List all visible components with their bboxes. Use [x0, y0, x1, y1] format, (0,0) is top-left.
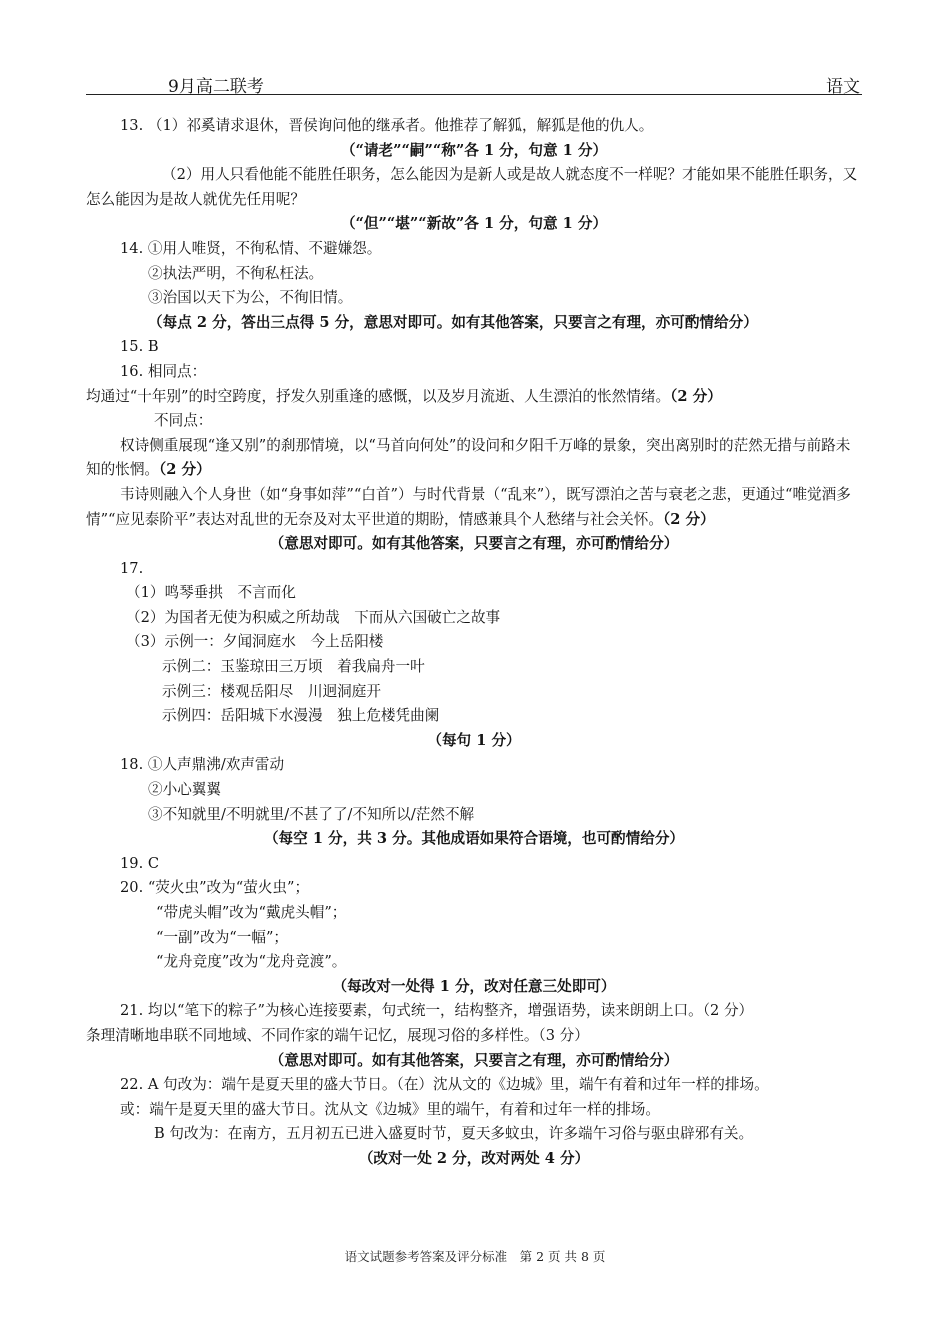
q17-line1: （1）鸣琴垂拱 不言而化 — [126, 584, 296, 602]
q18-item1: 18. ①人声鼎沸/欢声雷动 — [120, 756, 285, 774]
subject-label: 语文 — [826, 77, 860, 97]
q17-score: （每句 1 分） — [427, 731, 521, 749]
page-footer: 语文试题参考答案及评分标准 第 2 页 共 8 页 — [344, 1249, 606, 1264]
q14-item3: ③治国以天下为公，不徇旧情。 — [148, 289, 353, 307]
q21-score: （意思对即可。如有其他答案，只要言之有理，亦可酌情给分） — [269, 1051, 679, 1069]
q18-item3: ③不知就里/不明就里/不甚了了/不知所以/茫然不解 — [148, 805, 475, 823]
q16-same-score: （2 分） — [670, 387, 722, 405]
q14-item1: 14. ①用人唯贤，不徇私情、不避嫌怨。 — [120, 239, 382, 257]
q17-label: 17. — [120, 559, 144, 577]
q17-example4: 示例四：岳阳城下水漫漫 独上危楼凭曲阑 — [162, 707, 440, 725]
q16-diff1 — [86, 434, 862, 483]
q22-score: （改对一处 2 分，改对两处 4 分） — [358, 1149, 590, 1167]
q14-item2: ②执法严明，不徇私枉法。 — [148, 264, 324, 282]
q16-diff2 — [86, 483, 862, 532]
q16-diff2-score: （2 分） — [662, 510, 715, 528]
q21-line1: 21. 均以“笔下的粽子”为核心连接要素，句式统一，结构整齐，增强语势，读来朗朗上口。（2 分） — [120, 1002, 754, 1020]
q20-item3: “一副”改为“一幅”； — [156, 928, 288, 946]
q16-diff2-text: 韦诗则融入个人身世（如“身事如萍”“白首”）与时代背景（“乱来”），既写漂泊之苦与衰老之悲，更通过“唯觉酒多情”“应见泰阶平”表达对乱世的无奈及对太平世道的期盼，情感兼具个人愁绪与社会关怀。 — [86, 485, 851, 528]
q16-same-text: 均通过“十年别”的时空跨度，抒发久别重逢的感慨，以及岁月流逝、人生漂泊的怅然情绪。 — [86, 387, 671, 405]
q16-diff-label: 不同点： — [154, 412, 213, 430]
page-header — [86, 72, 862, 95]
q20-item2: “带虎头帽”改为“戴虎头帽”； — [156, 904, 347, 921]
q16-diff1-score: （2 分） — [158, 461, 211, 479]
q20-item1: 20. “荧火虫”改为“萤火虫”； — [120, 879, 310, 897]
q13-score2: （“但”“堪”“新故”各 1 分，句意 1 分） — [340, 215, 608, 233]
q16-same-label: 16. 相同点： — [120, 362, 207, 380]
q13-part2: （2）用人只看他能不能胜任职务，怎么能因为是新人或是故人就态度不一样呢？才能如果不能胜任职务，又怎么能因为是故人就优先任用呢？ — [86, 166, 858, 208]
q20-score: （每改对一处得 1 分，改对任意三处即可） — [332, 977, 616, 995]
q14-score: （每点 2 分，答出三点得 5 分，意思对即可。如有其他答案，只要言之有理，亦可酌情给分） — [148, 313, 758, 331]
q18-item2: ②小心翼翼 — [148, 781, 221, 799]
q18-score: （每空 1 分，共 3 分。其他成语如果符合语境，也可酌情给分） — [263, 830, 685, 848]
q22-line2: 或：端午是夏天里的盛大节日。沈从文《边城》里的端午，有着和过年一样的排场。 — [120, 1100, 660, 1118]
q17-example2: 示例二：玉鉴琼田三万顷 着我扁舟一叶 — [162, 658, 425, 676]
q16-score: （意思对即可。如有其他答案，只要言之有理，亦可酌情给分） — [269, 535, 679, 553]
q13-part1: 13. （1）祁奚请求退休，晋侯询问他的继承者。他推荐了解狐，解狐是他的仇人。 — [120, 117, 654, 134]
q17-line3: （3）示例一：夕闻洞庭水 今上岳阳楼 — [126, 633, 384, 651]
exam-title: 9月高二联考 — [168, 77, 264, 97]
q13-score1: （“请老”“嗣”“称”各 1 分，句意 1 分） — [340, 141, 608, 159]
q19-answer: 19. C — [120, 854, 160, 872]
q17-example3: 示例三：楼观岳阳尽 川迥洞庭开 — [162, 682, 381, 700]
q20-item4: “龙舟竞度”改为“龙舟竞渡”。 — [156, 953, 347, 971]
answer-content — [86, 114, 862, 1172]
q22-line1: 22. A 句改为：端午是夏天里的盛大节日。（在）沈从文的《边城》里，端午有着和过年一样的排场。 — [120, 1076, 769, 1094]
q16-diff1-text: 权诗侧重展现“逢又别”的刹那情境，以“马首向何处”的设问和夕阳千万峰的景象，突出离别时的茫然无措与前路未知的怅惘。 — [86, 436, 851, 479]
q22-line3: B 句改为：在南方，五月初五已进入盛夏时节，夏天多蚊虫，许多端午习俗与驱虫辟邪有关。 — [154, 1125, 754, 1143]
q15-answer: 15. B — [120, 338, 159, 356]
q21-line2: 条理清晰地串联不同地域、不同作家的端午记忆，展现习俗的多样性。（3 分） — [86, 1026, 589, 1044]
q16-same-row — [86, 385, 862, 410]
q17-line2: （2）为国者无使为积威之所劫哉 下而从六国破亡之故事 — [126, 608, 501, 626]
